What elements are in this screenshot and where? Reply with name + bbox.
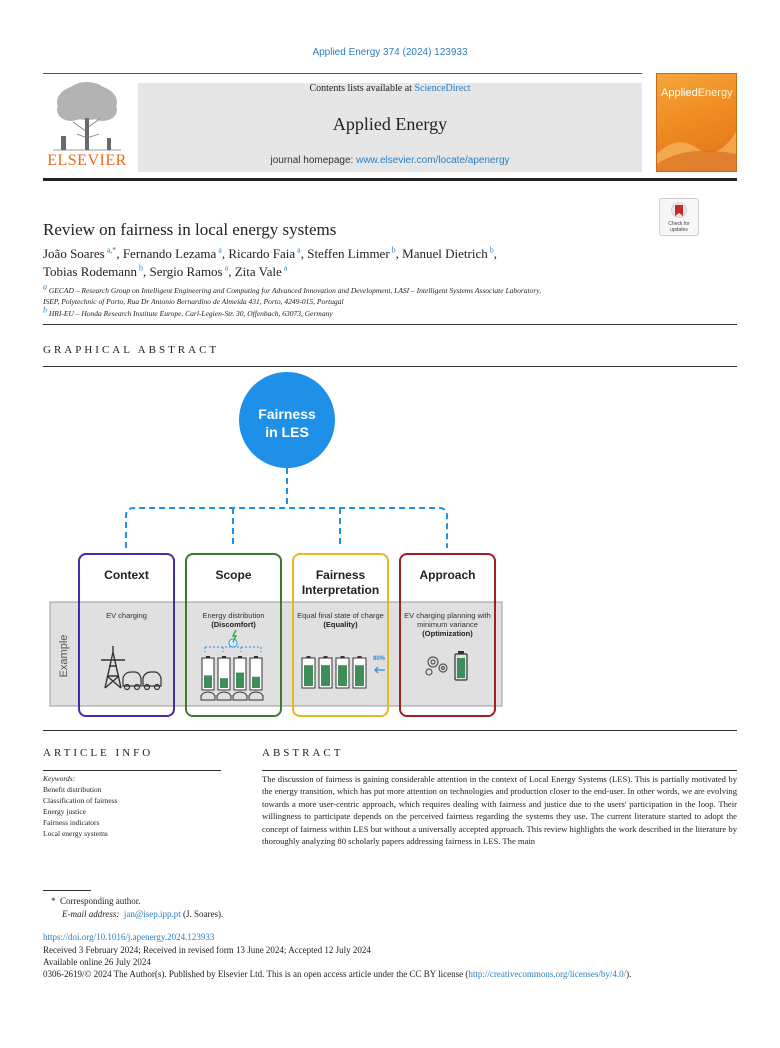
bookmark-icon (671, 202, 687, 220)
cover-title: AppliedEnergy (661, 87, 733, 99)
check-for-updates-label: Check for updates (668, 221, 690, 233)
author-name[interactable]: Manuel Dietrich (402, 246, 488, 261)
battery-cap (358, 656, 362, 658)
author-name[interactable]: Ricardo Faia (228, 246, 296, 261)
author-list-line-1 (43, 246, 497, 262)
center-title-line2: in LES (265, 424, 309, 440)
homepage-link[interactable]: www.elsevier.com/locate/apenergy (356, 155, 510, 166)
battery-cap (307, 656, 311, 658)
battery-cap (206, 656, 210, 658)
journal-citation[interactable]: Applied Energy 374 (2024) 123933 (312, 47, 468, 58)
affiliation-divider (43, 324, 737, 325)
category-title: Context (104, 568, 149, 582)
battery-cap (254, 656, 258, 658)
header-top-divider (43, 73, 642, 74)
author-affiliation-marker[interactable]: a (216, 245, 222, 255)
battery-cap (238, 656, 242, 658)
keyword-item: Fairness indicators (43, 818, 100, 827)
journal-title: Applied Energy (332, 114, 448, 134)
keyword-item: Energy justice (43, 807, 86, 816)
author-affiliation-marker[interactable]: a,* (104, 245, 117, 255)
author-separator: , (116, 246, 123, 261)
graphical-abstract-figure (43, 370, 737, 720)
article-title: Review on fairness in local energy systems (43, 220, 337, 239)
affiliation-a-continued: ISEP, Polytechnic of Porto, Rua Dr Antonio Bernardino de Almeida 431, Porto, 4249-015, Portugal (43, 297, 344, 306)
received-dates: Received 3 February 2024; Received in revised form 13 June 2024; Accepted 12 July 2024 (43, 945, 371, 955)
graphical-abstract-divider (43, 366, 737, 367)
example-description: Energy distribution (202, 611, 265, 620)
question-label: ? (231, 642, 235, 648)
author-affiliation-marker[interactable]: b (137, 263, 144, 273)
category-title: Scope (215, 568, 252, 582)
author-list-line-2 (43, 264, 287, 280)
email-note: E-mail address: jan@isep.ipp.pt (J. Soares). (62, 909, 224, 919)
battery-fill (204, 675, 212, 688)
author-name[interactable]: Sergio Ramos (149, 264, 223, 279)
elsevier-wordmark: ELSEVIER (47, 152, 127, 169)
author-separator: , (300, 246, 308, 261)
battery-fill (338, 665, 347, 686)
doi-link[interactable]: https://doi.org/10.1016/j.apenergy.2024.123933 (43, 932, 215, 942)
battery-fill (321, 665, 330, 686)
example-description: minimum variance (417, 620, 478, 629)
author-separator: , (228, 264, 235, 279)
battery-fill (355, 665, 364, 686)
affiliation-b: $^b$ HRI-EU – Honda Research Institute Europe, Carl-Legien-Str. 30, Offenbach, 63073, Germany (43, 305, 333, 318)
abstract-body: The discussion of fairness is gaining considerable attention in the context of Local Energy Systems (LES). This is partially motivated by the energy transition, which has put more attention on technologies and production closer to the end-user. In other words, we are evolving towards a more user-centric approach, which requires dealing with fairness and justice due to the users' participation in the loop. Their willingness to participate depends on the perceived fairness regarding the systems they use. The current literature started to adopt the concept of fairness within LES but without a universally accepted approach. This review highlights the work described in the literature by thoroughly analyzing 80 scholarly papers addressing fairness in LES. The main (262, 774, 737, 847)
article-info-heading: ARTICLE INFO (43, 747, 154, 759)
email-link[interactable]: jan@isep.ipp.pt (123, 909, 181, 919)
author-separator: , (493, 246, 497, 261)
check-for-updates-button[interactable] (659, 198, 699, 236)
battery-fill (304, 665, 313, 686)
cover-art (657, 114, 736, 171)
author-separator: , (143, 264, 150, 279)
author-affiliation-marker[interactable]: b (487, 245, 494, 255)
corresponding-author-note: * Corresponding author. (51, 896, 141, 906)
battery-fill (220, 678, 228, 688)
example-description: EV charging (106, 611, 147, 620)
sciencedirect-link[interactable]: ScienceDirect (414, 83, 471, 94)
percent-label: 80% (373, 656, 386, 662)
category-title: Approach (419, 568, 476, 582)
author-name[interactable]: Zita Vale (234, 264, 282, 279)
example-description-emphasis: (Discomfort) (211, 620, 256, 629)
footnote-divider (43, 890, 91, 891)
author-affiliation-marker[interactable]: a (281, 263, 288, 273)
abstract-heading: ABSTRACT (262, 747, 344, 759)
author-name[interactable]: Tobias Rodemann (43, 264, 138, 279)
example-description: Equal final state of charge (297, 611, 384, 620)
battery-cap (324, 656, 328, 658)
battery-cap (341, 656, 345, 658)
battery-fill (252, 677, 260, 688)
example-label: Example (58, 634, 70, 678)
author-name[interactable]: Steffen Limmer (307, 246, 390, 261)
homepage-prefix: journal homepage: (270, 155, 357, 166)
affiliation-a: $^a$ GECAD – Research Group on Intelligent Engineering and Computing for Advanced Innovation and Development, LASI – Intelligent Systems Associate Laboratory, (43, 282, 542, 295)
available-online-date: Available online 26 July 2024 (43, 957, 151, 967)
graphical-abstract-bottom-divider (43, 730, 737, 731)
battery-fill (236, 673, 244, 688)
contents-available-line (138, 83, 642, 94)
author-name[interactable]: João Soares (43, 246, 105, 261)
abstract-divider (262, 770, 737, 771)
author-separator: , (221, 246, 229, 261)
center-title-line1: Fairness (258, 406, 316, 422)
license-statement: 0306-2619/© 2024 The Author(s). Published by Elsevier Ltd. This is an open access article under the CC BY license (http://creativecommons.org/licenses/by/4.0/). (43, 969, 632, 979)
dashed-connectors (126, 468, 447, 548)
author-name[interactable]: Fernando Lezama (122, 246, 217, 261)
category-title-line2: Interpretation (301, 583, 380, 597)
example-description-emphasis: (Equality) (323, 620, 358, 629)
example-description-emphasis: (Optimization) (422, 629, 473, 638)
journal-cover-thumbnail[interactable] (656, 73, 737, 172)
author-affiliation-marker[interactable]: a (295, 245, 301, 255)
author-affiliation-marker[interactable]: b (389, 245, 396, 255)
header-bottom-divider (43, 178, 737, 181)
keywords-label: Keywords: (43, 774, 76, 783)
license-link[interactable]: http://creativecommons.org/licenses/by/4.0/ (468, 969, 627, 979)
battery-cap (222, 656, 226, 658)
example-description: EV charging planning with (404, 611, 491, 620)
graphical-abstract-heading: GRAPHICAL ABSTRACT (43, 344, 220, 356)
category-title: Fairness (315, 568, 366, 582)
keyword-item: Local energy systems (43, 829, 108, 838)
keyword-item: Benefit distribution (43, 785, 102, 794)
contents-prefix: Contents lists available at (309, 83, 415, 94)
author-affiliation-marker[interactable]: a (222, 263, 229, 273)
article-info-divider (43, 770, 221, 771)
author-separator: , (395, 246, 403, 261)
keyword-item: Classification of fairness (43, 796, 118, 805)
journal-homepage-line (138, 155, 642, 166)
